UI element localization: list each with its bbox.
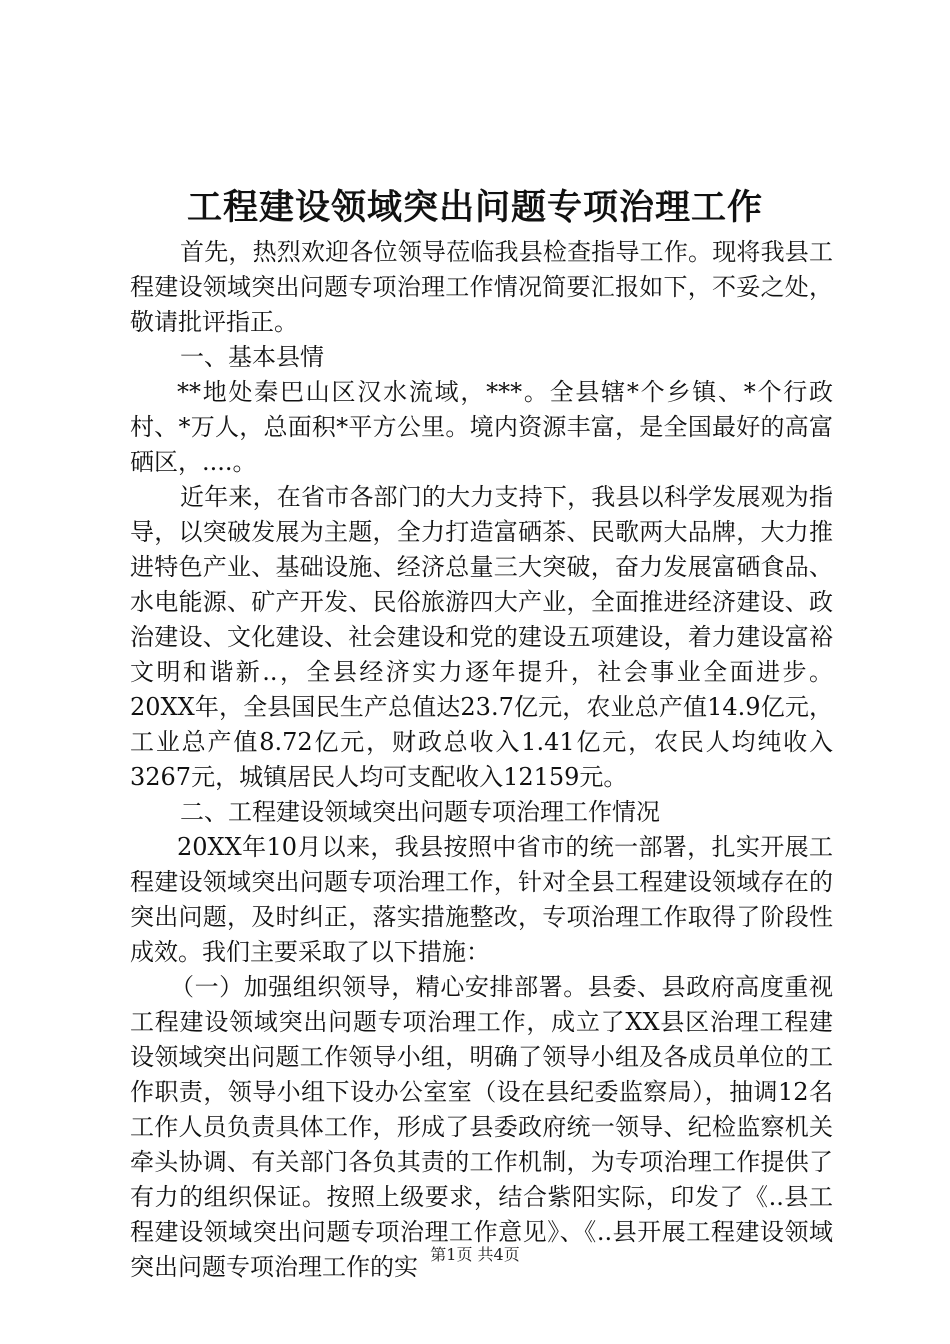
heading-basic-county-info: 一、基本县情: [180, 343, 324, 371]
paragraph-governance-intro: 20XX年10月以来，我县按照中省市的统一部署，扎实开展工程建设领域突出问题专项治理工作，针对全县工程建设领域存在的突出问题，及时纠正，落实措施整改，专项治理工作取得了阶段性成效。我们主要采取了以下措施：: [130, 833, 833, 966]
heading-special-governance: 二、工程建设领域突出问题专项治理工作情况: [180, 798, 660, 826]
document-body: [130, 235, 833, 1285]
page-footer: 第1页 共4页: [430, 1245, 520, 1264]
paragraph-development: 近年来，在省市各部门的大力支持下，我县以科学发展观为指导，以突破发展为主题，全力打造富硒茶、民歌两大品牌，大力推进特色产业、基础设施、经济总量三大突破，奋力发展富硒食品、水电能源、矿产开发、民俗旅游四大产业，全面推进经济建设、政治建设、文化建设、社会建设和党的建设五项建设，着力建设富裕文明和谐新..，全县经济实力逐年提升，社会事业全面进步。20XX年，全县国民生产总值达23.7亿元，农业总产值14.9亿元，工业总产值8.72亿元，财政总收入1.41亿元，农民人均纯收入3267元，城镇居民人均可支配收入12159元。: [130, 483, 833, 791]
paragraph-county-overview: **地处秦巴山区汉水流域，***。全县辖*个乡镇、*个行政村、*万人，总面积*平方公里。境内资源丰富，是全国最好的高富硒区，....。: [130, 378, 833, 476]
paragraph-measure-one: （一）加强组织领导，精心安排部署。县委、县政府高度重视工程建设领域突出问题专项治理工作，成立了XX县区治理工程建设领域突出问题工作领导小组，明确了领导小组及各成员单位的工作职责，领导小组下设办公室室（设在县纪委监察局），抽调12名工作人员负责具体工作，形成了县委政府统一领导、纪检监察机关牵头协调、有关部门各负其责的工作机制，为专项治理工作提供了有力的组织保证。按照上级要求，结合紫阳实际，印发了《..县工程建设领域突出问题专项治理工作意见》、《..县开展工程建设领域突出问题专项治理工作的实: [130, 973, 833, 1281]
paragraph-opening: 首先，热烈欢迎各位领导莅临我县检查指导工作。现将我县工程建设领域突出问题专项治理工作情况简要汇报如下，不妥之处，敬请批评指正。: [130, 238, 833, 336]
document-title: 工程建设领域突出问题专项治理工作: [186, 187, 763, 228]
